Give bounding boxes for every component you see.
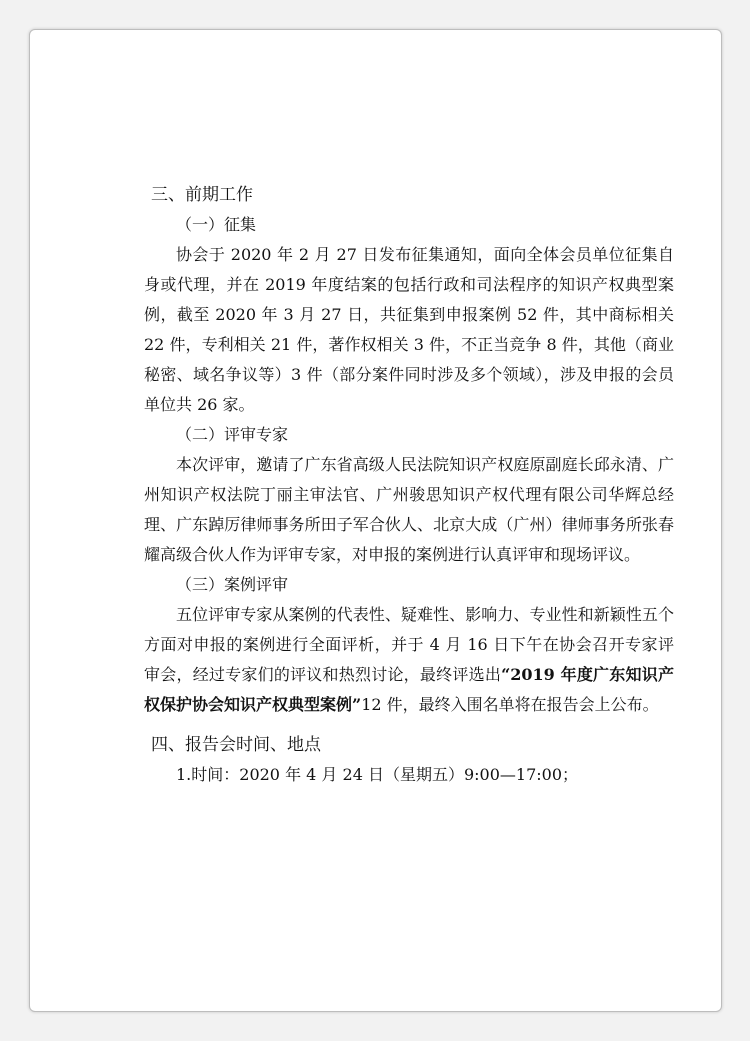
document-body [144, 180, 674, 790]
paragraph-time: 1.时间：2020 年 4 月 24 日（星期五）9:00—17:00； [176, 765, 578, 784]
section-heading-3: 三、前期工作 [151, 185, 253, 205]
section-heading-4: 四、报告会时间、地点 [151, 735, 321, 755]
paragraph-collection: 协会于 2020 年 2 月 27 日发布征集通知，面向全体会员单位征集自身或代理，并在 2019 年度结案的包括行政和司法程序的知识产权典型案例，截至 2020 年 3 月 27 日，共征集到申报案例 52 件，其中商标相关 22 件，专利相关 21 件，著作权相关 3 件，不正当竞争 8 件，其他（商业秘密、域名争议等）3 件（部分案件同时涉及多个领域），涉及申报的会员单位共 26 家。 [144, 245, 674, 414]
paragraph-case-review [144, 600, 674, 720]
case-review-highlight-title: “2019 年度广东知识产权保护协会知识产权典型案例” [144, 665, 674, 714]
document-page [29, 29, 722, 1012]
case-review-text-before: 五位评审专家从案例的代表性、疑难性、影响力、专业性和新颖性五个方面对申报的案例进行全面评析，并于 4 月 16 日下午在协会召开专家评审会，经过专家们的评议和热烈讨论，最终评选出 [144, 605, 674, 684]
paragraph-review-experts: 本次评审，邀请了广东省高级人民法院知识产权庭原副庭长邱永清、广州知识产权法院丁丽主审法官、广州骏思知识产权代理有限公司华辉总经理、广东踔厉律师事务所田子军合伙人、北京大成（广州）律师事务所张春耀高级合伙人作为评审专家，对申报的案例进行认真评审和现场评议。 [144, 455, 674, 564]
subheading-case-review: （三）案例评审 [176, 575, 289, 594]
case-review-text-after: 12 件，最终入围名单将在报告会上公布。 [361, 695, 659, 714]
subheading-review-experts: （二）评审专家 [176, 425, 289, 444]
subheading-collection: （一）征集 [176, 215, 257, 234]
